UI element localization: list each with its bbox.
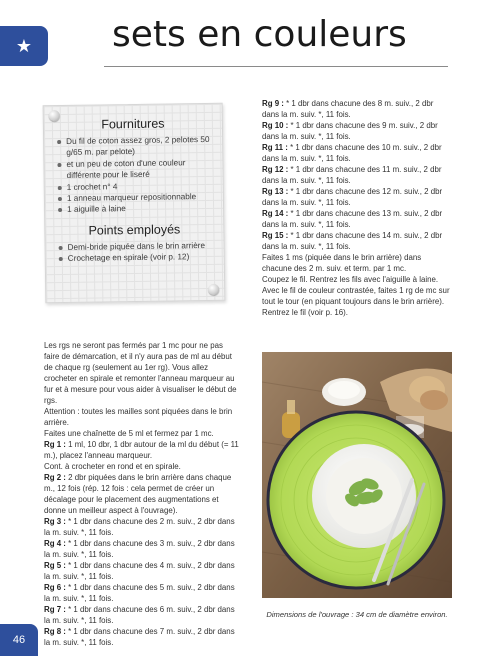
chain-paragraph: Faites une chaînette de 5 ml et fermez par 1 mc. [44, 429, 214, 438]
row-instruction: Rg 11 : * 1 dbr dans chacune des 10 m. suiv., 2 dbr dans la m. suiv. *, 11 fois. [262, 143, 442, 163]
list-item: et un peu de coton d'une couleur différente pour le liseré [56, 157, 210, 182]
pin-icon [208, 284, 219, 295]
chapter-tab [0, 26, 48, 66]
list-item: 1 crochet n° 4 [57, 180, 211, 194]
row-instruction: Cont. à crocheter en rond et en spirale. [44, 462, 181, 471]
photo-caption: Dimensions de l'ouvrage : 34 cm de diamètre environ. [266, 610, 448, 619]
row-instruction: Rg 10 : * 1 dbr dans chacune des 9 m. suiv., 2 dbr dans la m. suiv. *, 11 fois. [262, 121, 438, 141]
row-instruction: Rg 13 : * 1 dbr dans chacune des 12 m. suiv., 2 dbr dans la m. suiv. *, 11 fois. [262, 187, 443, 207]
instructions-right-column [262, 98, 452, 318]
row-instruction: Rg 12 : * 1 dbr dans chacune des 11 m. suiv., 2 dbr dans la m. suiv. *, 11 fois. [262, 165, 442, 185]
finishing-paragraph: Faites 1 ms (piquée dans le brin arrière) dans chacune des 2 m. suiv. et term. par 1 mc. [262, 253, 422, 273]
stitches-heading: Points employés [88, 222, 181, 238]
row-instruction: Rg 9 : * 1 dbr dans chacune des 8 m. suiv., 2 dbr dans la m. suiv. *, 11 fois. [262, 99, 434, 119]
row-instruction: Rg 4 : * 1 dbr dans chacune des 3 m. suiv., 2 dbr dans la m. suiv. *, 11 fois. [44, 539, 235, 559]
attention-paragraph: Attention : toutes les mailles sont piquées dans le brin arrière. [44, 407, 233, 427]
row-instruction: Rg 2 : 2 dbr piquées dans le brin arrière dans chaque m., 12 fois (rép. 12 fois : cela permet de créer un décalage pour le placement des augmentations et donne un meilleur aspect à l'ouvrage). [44, 473, 232, 515]
instructions-left-column [44, 340, 239, 648]
placemat-illustration [262, 352, 452, 598]
row-instruction: Rg 8 : * 1 dbr dans chacune des 7 m. suiv., 2 dbr dans la m. suiv. *, 11 fois. [44, 627, 235, 647]
stitches-list [58, 240, 212, 265]
placemat-photo [262, 352, 452, 598]
list-item: 1 anneau marqueur repositionnable [57, 191, 211, 205]
row-instruction: Rg 7 : * 1 dbr dans chacune des 6 m. suiv., 2 dbr dans la m. suiv. *, 11 fois. [44, 605, 235, 625]
row-instruction: Rg 1 : 1 ml, 10 dbr, 1 dbr autour de la ml du début (= 11 m.), placez l'anneau marqueur. [44, 440, 239, 460]
page-number: 46 [0, 624, 38, 656]
intro-paragraph: Les rgs ne seront pas fermés par 1 mc pour ne pas faire de démarcation, et il n'y aura pas de ml au début de chaque rg (seulement au 1er rg). Vous allez crocheter en spirale et remonter l'anneau marqueur au fur et à mesure pour vous aider à visualiser le début de rgs. [44, 341, 237, 405]
list-item: Demi-bride piquée dans le brin arrière [58, 240, 212, 254]
pin-icon [49, 110, 60, 121]
row-instruction: Rg 5 : * 1 dbr dans chacune des 4 m. suiv., 2 dbr dans la m. suiv. *, 11 fois. [44, 561, 235, 581]
row-instruction: Rg 15 : * 1 dbr dans chacune des 14 m. suiv., 2 dbr dans la m. suiv. *, 11 fois. [262, 231, 443, 251]
list-item: 1 aiguille à laine [57, 202, 211, 216]
cut-paragraph: Coupez le fil. Rentrez les fils avec l'aiguille à laine. [262, 275, 439, 284]
list-item: Du fil de coton assez gros, 2 pelotes 50 g/65 m. par pelote) [56, 134, 210, 159]
page-title: sets en couleurs [112, 14, 407, 55]
border-paragraph: Avec le fil de couleur contrastée, faites 1 rg de mc sur tout le tour (en piquant toujours dans le brin arrière). Rentrez le fil (voir p. 16). [262, 286, 450, 317]
row-instruction: Rg 6 : * 1 dbr dans chacune des 5 m. suiv., 2 dbr dans la m. suiv. *, 11 fois. [44, 583, 235, 603]
list-item: Crochetage en spirale (voir p. 12) [58, 251, 212, 265]
row-instruction: Rg 3 : * 1 dbr dans chacune des 2 m. suiv., 2 dbr dans la m. suiv. *, 11 fois. [44, 517, 235, 537]
supplies-heading: Fournitures [101, 116, 165, 132]
title-divider [104, 66, 448, 67]
star-icon: ★ [15, 35, 33, 56]
supplies-card [43, 103, 226, 303]
row-instruction: Rg 14 : * 1 dbr dans chacune des 13 m. suiv., 2 dbr dans la m. suiv. *, 11 fois. [262, 209, 443, 229]
supplies-list [56, 134, 211, 216]
